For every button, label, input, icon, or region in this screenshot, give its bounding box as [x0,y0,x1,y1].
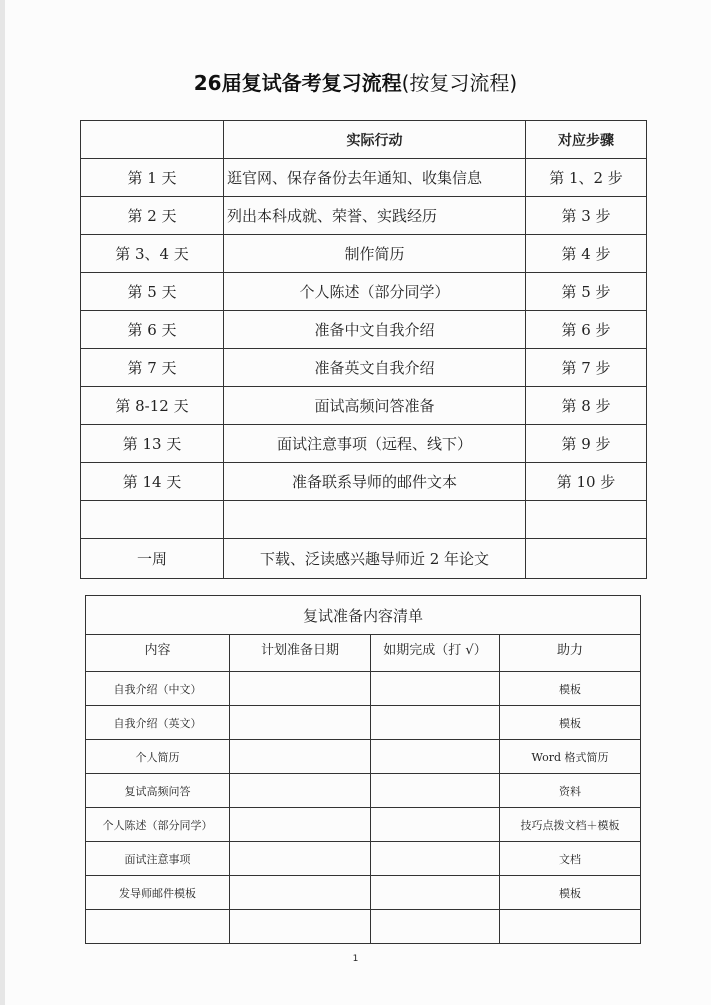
plan-step: 第 5 步 [526,273,647,311]
plan-step [526,539,647,579]
checklist-item: 复试高频问答 [86,774,230,808]
prep-checklist-table [85,595,641,944]
plan-step: 第 7 步 [526,349,647,387]
checklist-done-cell[interactable] [371,774,500,808]
checklist-date-cell[interactable] [230,808,371,842]
checklist-item: 自我介绍（中文） [86,672,230,706]
checklist-date-cell[interactable] [230,910,371,944]
plan-header-step: 对应步骤 [526,121,647,159]
plan-day: 第 5 天 [81,273,224,311]
checklist-aid: 技巧点拨文档＋模板 [500,808,641,842]
page-edge-shadow [0,0,5,1005]
checklist-done-cell[interactable] [371,842,500,876]
plan-row [81,387,647,425]
plan-step: 第 1、2 步 [526,159,647,197]
plan-day: 第 2 天 [81,197,224,235]
plan-step: 第 8 步 [526,387,647,425]
title-main: 26届复试备考复习流程 [193,71,402,95]
checklist-row [86,842,641,876]
plan-action: 面试注意事项（远程、线下） [224,425,526,463]
checklist-row [86,910,641,944]
checklist-done-cell[interactable] [371,910,500,944]
checklist-done-cell[interactable] [371,706,500,740]
checklist-done-cell[interactable] [371,672,500,706]
checklist-date-cell[interactable] [230,842,371,876]
plan-row [81,197,647,235]
checklist-header-item: 内容 [86,635,230,672]
checklist-done-cell[interactable] [371,740,500,774]
checklist-header-date: 计划准备日期 [230,635,371,672]
plan-row [81,235,647,273]
plan-step: 第 9 步 [526,425,647,463]
plan-row [81,425,647,463]
checklist-item: 自我介绍（英文） [86,706,230,740]
plan-row [81,539,647,579]
checklist-row [86,808,641,842]
plan-action [224,501,526,539]
checklist-aid: 资料 [500,774,641,808]
checklist-item: 发导师邮件模板 [86,876,230,910]
plan-action: 准备英文自我介绍 [224,349,526,387]
checklist-aid: Word 格式简历 [500,740,641,774]
plan-day [81,501,224,539]
plan-day: 第 3、4 天 [81,235,224,273]
checklist-aid: 模板 [500,706,641,740]
checklist-aid: 模板 [500,876,641,910]
plan-row [81,159,647,197]
checklist-date-cell[interactable] [230,774,371,808]
plan-action: 面试高频问答准备 [224,387,526,425]
plan-action: 准备中文自我介绍 [224,311,526,349]
checklist-caption-row [86,596,641,635]
checklist-aid: 文档 [500,842,641,876]
plan-step: 第 4 步 [526,235,647,273]
plan-row [81,273,647,311]
plan-step [526,501,647,539]
checklist-header-done: 如期完成（打 √） [371,635,500,672]
plan-action: 下载、泛读感兴趣导师近 2 年论文 [224,539,526,579]
document-title [0,66,711,100]
plan-day: 第 6 天 [81,311,224,349]
plan-row [81,349,647,387]
checklist-done-cell[interactable] [371,876,500,910]
checklist-row [86,740,641,774]
plan-day: 第 1 天 [81,159,224,197]
plan-action: 制作简历 [224,235,526,273]
plan-row [81,501,647,539]
checklist-row [86,672,641,706]
study-plan-table [80,120,647,579]
checklist-header-aid: 助力 [500,635,641,672]
checklist-date-cell[interactable] [230,672,371,706]
checklist-item[interactable] [86,910,230,944]
plan-day: 第 13 天 [81,425,224,463]
plan-header-row [81,121,647,159]
checklist-header-row [86,635,641,672]
plan-day: 第 7 天 [81,349,224,387]
plan-header-day [81,121,224,159]
checklist-date-cell[interactable] [230,740,371,774]
plan-step: 第 3 步 [526,197,647,235]
checklist-aid: 模板 [500,672,641,706]
checklist-item: 个人简历 [86,740,230,774]
plan-row [81,311,647,349]
checklist-row [86,876,641,910]
plan-header-action: 实际行动 [224,121,526,159]
plan-action: 列出本科成就、荣誉、实践经历 [224,197,526,235]
plan-step: 第 10 步 [526,463,647,501]
checklist-aid [500,910,641,944]
title-suffix: (按复习流程) [401,71,518,95]
checklist-item: 个人陈述（部分同学） [86,808,230,842]
checklist-caption: 复试准备内容清单 [86,596,641,635]
plan-action: 准备联系导师的邮件文本 [224,463,526,501]
checklist-row [86,774,641,808]
checklist-done-cell[interactable] [371,808,500,842]
checklist-date-cell[interactable] [230,876,371,910]
plan-step: 第 6 步 [526,311,647,349]
plan-day: 第 8-12 天 [81,387,224,425]
page-number: 1 [352,954,359,964]
checklist-date-cell[interactable] [230,706,371,740]
checklist-row [86,706,641,740]
plan-action: 逛官网、保存备份去年通知、收集信息 [224,159,526,197]
plan-day: 第 14 天 [81,463,224,501]
plan-action: 个人陈述（部分同学） [224,273,526,311]
plan-day: 一周 [81,539,224,579]
checklist-item: 面试注意事项 [86,842,230,876]
plan-row [81,463,647,501]
